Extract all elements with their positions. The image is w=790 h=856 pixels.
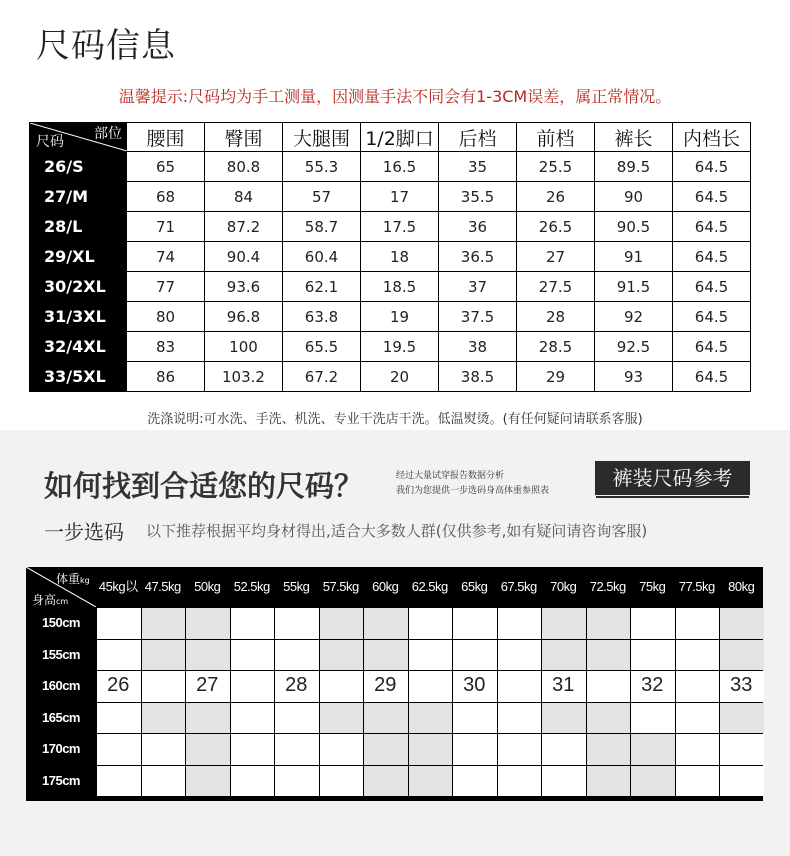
measurement-cell: 92.5 [595, 332, 673, 362]
grid-cell [587, 734, 631, 765]
measurement-cell: 100 [205, 332, 283, 362]
measurement-cell: 64.5 [673, 332, 751, 362]
weight-header: 72.5kg [589, 579, 626, 594]
column-header: 前档 [517, 123, 595, 152]
weight-header: 47.5kg [144, 579, 181, 594]
weight-header: 55kg [283, 579, 310, 594]
recommended-size: 29 [374, 674, 397, 696]
grid-cell [275, 703, 319, 734]
grid-cell [409, 766, 453, 797]
size-row [30, 212, 751, 242]
size-row [30, 242, 751, 272]
grid-cell [498, 734, 542, 765]
size-label: 29/XL [30, 242, 127, 272]
measurement-cell: 65 [127, 152, 205, 182]
measurement-cell: 18.5 [361, 272, 439, 302]
measurement-cell: 93.6 [205, 272, 283, 302]
grid-cell [631, 640, 675, 671]
measurement-cell: 103.2 [205, 362, 283, 392]
size-table-corner [30, 123, 127, 152]
grid-cell [676, 766, 720, 797]
measurement-cell: 19 [361, 302, 439, 332]
measurement-cell: 96.8 [205, 302, 283, 332]
grid-cell [275, 766, 319, 797]
grid-cell [275, 608, 319, 639]
measurement-cell: 80 [127, 302, 205, 332]
measurement-cell: 87.2 [205, 212, 283, 242]
grid-cell [409, 734, 453, 765]
grid-cell [97, 640, 141, 671]
column-header: 1/2脚口 [361, 123, 439, 152]
grid-cell [231, 766, 275, 797]
size-label: 26/S [30, 152, 127, 182]
grid-cell [587, 703, 631, 734]
measurement-tip: 温馨提示:尺码均为手工测量，因测量手法不同会有1-3CM误差，属正常情况。 [118, 87, 672, 106]
measurement-cell: 28.5 [517, 332, 595, 362]
measurement-cell: 27.5 [517, 272, 595, 302]
measurement-cell: 64.5 [673, 302, 751, 332]
measurement-cell: 25.5 [517, 152, 595, 182]
measurement-cell: 90 [595, 182, 673, 212]
grid-cell [542, 608, 586, 639]
column-header: 裤长 [595, 123, 673, 152]
weight-header: 57.5kg [322, 579, 359, 594]
recommended-size: 30 [463, 674, 486, 696]
measurement-cell: 90.4 [205, 242, 283, 272]
grid-cell [676, 640, 720, 671]
grid-cell [631, 734, 675, 765]
grid-cell [498, 608, 542, 639]
measurement-cell: 62.1 [283, 272, 361, 302]
column-header: 内档长 [673, 123, 751, 152]
measurement-cell: 64.5 [673, 182, 751, 212]
grid-cell [142, 671, 186, 702]
height-label: 165cm [42, 709, 80, 725]
weight-header: 77.5kg [678, 579, 715, 594]
grid-cell [542, 734, 586, 765]
size-row [30, 302, 751, 332]
grid-cell [231, 734, 275, 765]
measurement-cell: 80.8 [205, 152, 283, 182]
size-row [30, 332, 751, 362]
grid-cell [720, 640, 764, 671]
grid-cell [453, 608, 497, 639]
column-header: 后档 [439, 123, 517, 152]
grid-cell [542, 703, 586, 734]
measurement-cell: 20 [361, 362, 439, 392]
badge-underline [596, 496, 749, 498]
grid-cell [676, 703, 720, 734]
measurement-cell: 17.5 [361, 212, 439, 242]
recommended-size: 32 [641, 674, 664, 696]
grid-cell [186, 734, 230, 765]
how-to-find-size-title: 如何找到合适您的尺码？ [44, 469, 364, 503]
one-step-description: 以下推荐根据平均身材得出,适合大多数人群(仅供参考,如有疑问请咨询客服) [146, 522, 648, 540]
washing-instructions: 洗涤说明:可水洗、手洗、机洗、专业干洗店干洗。低温熨烫。(有任何疑问请联系客服) [147, 412, 643, 427]
pants-size-reference-badge: 裤装尺码参考 [595, 461, 750, 495]
how-note [396, 469, 549, 499]
grid-cell [498, 671, 542, 702]
column-header: 大腿围 [283, 123, 361, 152]
recommended-size: 26 [107, 674, 130, 696]
grid-cell [720, 608, 764, 639]
measurement-cell: 89.5 [595, 152, 673, 182]
grid-cell [97, 608, 141, 639]
how-note-line: 我们为您提供一步选码身高体重参照表 [396, 486, 550, 496]
grid-cell [275, 640, 319, 671]
weight-header: 80kg [728, 579, 755, 594]
grid-cell [409, 608, 453, 639]
page-title: 尺码信息 [36, 26, 176, 66]
height-label: 175cm [42, 772, 80, 788]
height-label: 160cm [42, 678, 80, 693]
grid-cell [320, 640, 364, 671]
grid-cell [631, 703, 675, 734]
weight-header: 70kg [550, 579, 577, 594]
grid-cell [498, 703, 542, 734]
grid-cell [364, 766, 408, 797]
grid-cell [320, 608, 364, 639]
size-row [30, 182, 751, 212]
measurement-cell: 67.2 [283, 362, 361, 392]
one-step-title: 一步选码 [44, 520, 124, 544]
measurement-cell: 36 [439, 212, 517, 242]
measurement-cell: 83 [127, 332, 205, 362]
column-header: 臀围 [205, 123, 283, 152]
measurement-cell: 86 [127, 362, 205, 392]
measurement-cell: 64.5 [673, 242, 751, 272]
weight-header: 60kg [372, 579, 399, 594]
recommended-size: 28 [285, 674, 308, 696]
grid-cell [142, 734, 186, 765]
measurement-cell: 91.5 [595, 272, 673, 302]
grid-cell [231, 703, 275, 734]
measurement-cell: 63.8 [283, 302, 361, 332]
grid-cell [231, 640, 275, 671]
measurement-cell: 68 [127, 182, 205, 212]
grid-cell [453, 734, 497, 765]
grid-cell [231, 671, 275, 702]
grid-cell [453, 766, 497, 797]
grid-cell [142, 766, 186, 797]
grid-cell [409, 703, 453, 734]
measurement-cell: 77 [127, 272, 205, 302]
size-row [30, 152, 751, 182]
recommended-size: 33 [730, 674, 753, 696]
grid-corner-height: 身高cm [32, 593, 69, 607]
grid-cell [186, 766, 230, 797]
measurement-cell: 55.3 [283, 152, 361, 182]
grid-corner-weight: 体重kg [56, 572, 90, 586]
size-label: 33/5XL [30, 362, 127, 392]
grid-cell [364, 734, 408, 765]
grid-cell [676, 734, 720, 765]
size-row [30, 272, 751, 302]
grid-cell [231, 608, 275, 639]
size-label: 31/3XL [30, 302, 127, 332]
measurement-cell: 58.7 [283, 212, 361, 242]
measurement-cell: 64.5 [673, 362, 751, 392]
measurement-cell: 37.5 [439, 302, 517, 332]
weight-header: 75kg [639, 579, 666, 594]
grid-cell [142, 640, 186, 671]
height-label: 150cm [42, 615, 80, 630]
grid-cell [587, 766, 631, 797]
measurement-cell: 35.5 [439, 182, 517, 212]
measurement-cell: 74 [127, 242, 205, 272]
grid-cell [186, 608, 230, 639]
size-table-header [30, 123, 751, 152]
measurement-cell: 92 [595, 302, 673, 332]
measurement-cell: 18 [361, 242, 439, 272]
measurement-cell: 57 [283, 182, 361, 212]
measurement-cell: 26 [517, 182, 595, 212]
corner-label-size: 尺码 [36, 134, 64, 150]
measurement-cell: 17 [361, 182, 439, 212]
grid-cell [320, 766, 364, 797]
corner-label-part: 部位 [94, 126, 122, 142]
measurement-cell: 28 [517, 302, 595, 332]
measurement-cell: 90.5 [595, 212, 673, 242]
size-label: 27/M [30, 182, 127, 212]
grid-cell [275, 734, 319, 765]
grid-cell [97, 734, 141, 765]
measurement-cell: 64.5 [673, 212, 751, 242]
weight-header: 62.5kg [411, 579, 448, 594]
size-label: 32/4XL [30, 332, 127, 362]
height-label: 170cm [42, 741, 80, 756]
grid-cell [320, 703, 364, 734]
measurement-cell: 38 [439, 332, 517, 362]
grid-cell [364, 703, 408, 734]
grid-corner [26, 567, 96, 607]
measurement-cell: 60.4 [283, 242, 361, 272]
grid-cell [676, 608, 720, 639]
grid-cell [498, 640, 542, 671]
measurement-cell: 35 [439, 152, 517, 182]
measurement-cell: 64.5 [673, 272, 751, 302]
grid-cell [97, 703, 141, 734]
measurement-cell: 93 [595, 362, 673, 392]
grid-cell [142, 703, 186, 734]
grid-cell [720, 703, 764, 734]
measurement-cell: 91 [595, 242, 673, 272]
grid-cell [320, 671, 364, 702]
measurement-cell: 38.5 [439, 362, 517, 392]
measurement-cell: 84 [205, 182, 283, 212]
measurement-cell: 16.5 [361, 152, 439, 182]
weight-header: 65kg [461, 579, 488, 594]
grid-cell [631, 608, 675, 639]
grid-cell [676, 671, 720, 702]
grid-cell [720, 766, 764, 797]
grid-cell [320, 734, 364, 765]
grid-cell [542, 640, 586, 671]
measurement-cell: 19.5 [361, 332, 439, 362]
grid-cell [587, 671, 631, 702]
height-weight-grid [26, 567, 763, 801]
weight-header: 50kg [194, 579, 221, 594]
grid-cell [542, 766, 586, 797]
grid-cell [631, 766, 675, 797]
grid-cell [142, 608, 186, 639]
grid-cell [186, 703, 230, 734]
measurement-cell: 26.5 [517, 212, 595, 242]
size-label: 30/2XL [30, 272, 127, 302]
weight-header: 45kg以 [98, 579, 138, 594]
measurement-cell: 36.5 [439, 242, 517, 272]
grid-cell [587, 608, 631, 639]
measurement-cell: 65.5 [283, 332, 361, 362]
weight-header: 67.5kg [500, 579, 537, 594]
grid-cell [409, 671, 453, 702]
measurement-cell: 37 [439, 272, 517, 302]
how-note-line: 经过大量试穿报告数据分析 [396, 471, 505, 481]
measurement-cell: 27 [517, 242, 595, 272]
grid-cell [720, 734, 764, 765]
grid-cell [186, 640, 230, 671]
grid-cell [364, 608, 408, 639]
size-table [29, 122, 751, 392]
measurement-cell: 64.5 [673, 152, 751, 182]
measurement-cell: 29 [517, 362, 595, 392]
recommended-size: 31 [552, 674, 575, 696]
grid-cell [364, 640, 408, 671]
grid-cell [97, 766, 141, 797]
size-label: 28/L [30, 212, 127, 242]
size-row [30, 362, 751, 392]
weight-header: 52.5kg [233, 579, 270, 594]
recommended-size: 27 [196, 674, 219, 696]
height-label: 155cm [42, 646, 80, 662]
grid-cell [409, 640, 453, 671]
column-header: 腰围 [127, 123, 205, 152]
measurement-cell: 71 [127, 212, 205, 242]
grid-cell [498, 766, 542, 797]
grid-cell [587, 640, 631, 671]
grid-cell [453, 703, 497, 734]
grid-cell [453, 640, 497, 671]
